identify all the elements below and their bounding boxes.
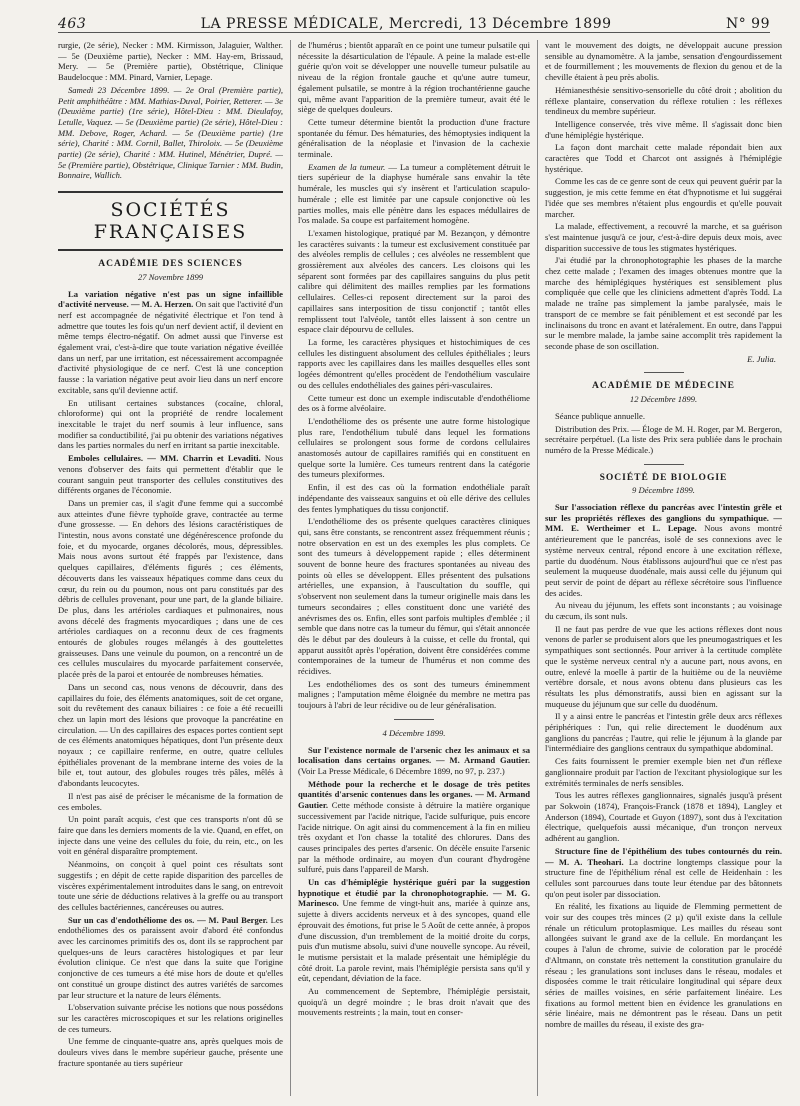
article-text: (Voir La Presse Médicale, 6 Décembre 1899, no 97, p. 237.)	[298, 766, 505, 776]
article-text: Les endothéliomes des os paraissent avoir d'abord été confondus avec les carcinomes primitifs des os, dont ils se rapprochent par quelques-uns de leurs caractères histologiques et par leur évolution clinique. Ce n'est que dans la suite que l'origine conjonctive de ces tumeurs a été mise hors de doute et qu'elles ont constitué un groupe distinct des autres variétés de sarcomes par leur structure et la nature de leurs éléments.	[58, 914, 283, 1000]
author-signature: E. Julia.	[747, 353, 776, 364]
paragraph: Un point paraît acquis, c'est que ces transports n'ont dû se faire que dans les derniers moments de la vie. Quand, en effet, on injecte dans une veine des cellules du foie, du rein, etc., on les voit en général disparaître promptement.	[58, 814, 283, 857]
paragraph: La façon dont marchait cette malade répondait bien aux caractères que Todd et Charcot ont assignés à l'hémiplégie hystérique.	[545, 142, 782, 174]
paragraph	[298, 745, 530, 777]
page-header	[58, 10, 770, 33]
subheading: Examen de la tumeur.	[308, 161, 386, 172]
article-title: Structure fine de l'épithélium des tubes contournés du rein.	[555, 845, 782, 856]
paragraph: Intelligence conservée, très vive même. Il s'agissait donc bien d'une hémiplégie hystérique.	[545, 118, 782, 140]
article-author: — M. G. Marinesco.	[298, 887, 530, 909]
article-text: — La tumeur a complètement détruit le tiers supérieur de la diaphyse humérale sans envahir la tête humérale, les muscles qui s'y insèrent et l'articulation scapulo-humérale ; elle est limitée par une capsule conjonctive où les parties molles, mais elle pénètre dans les espaces médullaires de l'os malade. Sa coupe est parfaitement homogène.	[298, 161, 530, 226]
paragraph: Au commencement de Septembre, l'hémiplégie persistait, quoiqu'à un degré moindre ; le bras droit n'avait que des mouvements restreints ; la main, tout en conser-	[298, 986, 530, 1018]
paragraph: Séance publique annuelle.	[555, 410, 645, 421]
session-date: 27 Novembre 1899	[137, 271, 204, 282]
column-3	[545, 40, 782, 1100]
article-author: — M. A. Herzen.	[128, 299, 194, 310]
paragraph: Cette tumeur détermine bientôt la production d'une fracture spontanée du fémur. Des hématuries, des hémoptysies indiquent la généralisation de la néoplasie et l'invasion de la cachexie terminale.	[298, 116, 530, 160]
article-text: Une femme de vingt-huit ans, mariée à quinze ans, sujette à divers accidents nerveux et à des syncopes, quand elle éprouvait des émotions, fut prise le 5 Août de cette année, à propos d'une discussion, d'un tremblement de la moitié droite du corps, puis d'un mutisme absolu, suivi d'une nouvelle syncope. Au réveil, le mutisme persistait et la malade présentait une hémiplégie du côté droit. La parole revint, mais l'hémiplégie persista sans qu'il y eût, cependant, déviation de la face.	[298, 898, 530, 984]
society-heading: SOCIÉTÉ DE BIOLOGIE	[599, 472, 728, 483]
paragraph: En réalité, les fixations au liquide de Flemming permettent de voir sur des coupes très minces (2 µ) qu'il existe dans la cellule rénale un réticulum protoplasmique. Les mailles du réseau sont allongées suivant le grand axe de la cellule. En mordançant les coupes à l'alun de chrome, suivie de coloration par le procédé d'Altmann, on constate très nettement la constitution granulaire du réseau ; les granulations sont incluses dans le réseau, modales et disposées comme le trait réticulaire longitudinal qui sépare deux séries de mailles voisines, en série parfaitement linéaire. Les fixations au formol mettent bien en évidence les granulations en série linéaire, mais ne démontrent pas le réseau. Dans un petit nombre de mailles du réseau, il existe des gra-	[545, 901, 782, 1030]
paragraph: Comme les cas de ce genre sont de ceux qui peuvent guérir par la suggestion, je mis cette femme en état d'hypnotisme et lui suggérai l'idée que ses membres n'étaient plus engourdis et qu'elle pouvait marcher.	[545, 176, 782, 219]
paragraph: rurgie, (2e série), Necker : MM. Kirmisson, Jalaguier, Walther. — 5e (Deuxième partie), Necker : MM. Hay-em, Brissaud, Mery. — 5e (Première partie), Obstétrique, Clinique Baudelocque : MM. Pinard, Varnier, Lepage.	[58, 40, 283, 83]
paragraph: L'observation suivante précise les notions que nous possédons sur les caractères microscopiques et sur les relations originelles de ces tumeurs.	[58, 1002, 283, 1034]
divider	[644, 464, 684, 465]
society-heading: ACADÉMIE DES SCIENCES	[98, 259, 243, 270]
paragraph: de l'humérus ; bientôt apparaît en ce point une tumeur pulsatile qui nécessite la désarticulation de l'épaule. A peine la malade est-elle guérie qu'on voit se développer une nouvelle tumeur pulsatile au niveau de la région frontale gauche et qu'une autre tumeur, également pulsatile, se montre à la région trochantérienne gauche qui, même avant l'apparition de la première tumeur, avait été le siège de quelques douleurs.	[298, 40, 530, 115]
paragraph: En utilisant certaines substances (cocaïne, chloral, chloroforme) qui ont la propriété de rendre localement inexcitable le trajet du nerf soumis à leur influence, sans modifier sa conductibilité, j'ai pu obtenir des variations négatives dans les parties normales du nerf en irritant sa partie inexcitable.	[58, 397, 283, 451]
article-author: — M. Armand Gautier.	[298, 789, 530, 811]
column-2	[298, 40, 530, 1100]
article-title: Emboles cellulaires.	[68, 453, 143, 464]
society-heading: ACADÉMIE DE MÉDECINE	[592, 381, 735, 392]
article-title: La variation négative n'est pas un signe infaillible d'activité nerveuse.	[58, 288, 283, 310]
page-number: 463	[58, 16, 87, 32]
session-date: 4 Décembre 1899.	[382, 727, 446, 738]
section-title: SOCIÉTÉS FRANÇAISES	[58, 191, 283, 251]
paragraph: Tous les autres réflexes ganglionnaires, signalés jusqu'à présent par Sokwoin (1874), François-Franck (1878 et 1894), Langley et Anderson (1894), Courtade et Guyon (1897), sont dus à l'excitation électrique, quelquefois aussi mécanique, d'un tronçon nerveux adhérent au ganglion.	[545, 790, 782, 844]
paragraph: Enfin, il est des cas où la formation endothéliale paraît indépendante des vaisseaux sanguins et où elle dérive des cellules des fentes lymphatiques du tissu conjonctif.	[298, 482, 530, 514]
paragraph	[58, 289, 283, 396]
paragraph: L'endothéliome des os présente quelques caractères cliniques qui, sans être constants, se rencontrent assez fréquemment réunis ; notre observation en est un des exemples les plus complets. Ce sont des tumeurs à développement rapide ; elles déterminent souvent de bonne heure des fractures spontanées au niveau des points où elles se développent. Elles présentent des pulsations artérielles, une expansion, à l'auscultation du souffle, qui s'observent non seulement dans la tumeur originelle mais dans les tumeurs secondaires ; elles constituent donc une variété des anévrismes des os. Enfin, elles sont parfois multiples d'emblée ; il semble que dans notre cas la tumeur du fémur, qui s'était annoncée dès le début par des douleurs à la cuisse, et celle du frontal, qui apparut aussitôt après l'opération, doivent être considérées comme contemporaines de la tumeur de l'humérus et non comme des récidives.	[298, 516, 530, 677]
paragraph	[298, 779, 530, 875]
article-title: Sur l'existence normale de l'arsenic chez les animaux et sa localisation dans certains organes.	[298, 744, 530, 766]
paragraph: Il y a ainsi entre le pancréas et l'intestin grêle deux arcs réflexes périphériques : l'un, qui relie directement le duodénum aux ganglions du pancréas ; l'autre, qui relie le jéjunum à la glande par l'intermédiaire des ganglions centraux du sympathique abdominal.	[545, 711, 782, 754]
paragraph: Dans un second cas, nous venons de découvrir, dans des capillaires du foie, des éléments anatomiques, soit de cet organe, soit du revêtement des canaux biliaires : ce foie a été recueilli chez un lapin mort des lésions que provoque la pancréatine en circulation. — Un des capillaires des espaces portes contient sept de ces éléments anatomiques hépatiques, dont l'un présente deux noyaux ; ce capillaire renferme, en outre, quatre cellules épithéliales provenant de la membrane interne des voies de la bile et, tout autour, des globules rouges très pâles, mêlés à d'abondants leucocytes.	[58, 681, 283, 789]
column-1	[58, 40, 283, 1100]
article-text: Cette méthode consiste à détruire la matière organique successivement par l'acide nitrique, l'acide sulfurique, puis encore l'acide nitrique. On agit ainsi du commencement à la fin en milieu très oxydant et l'on chasse la totalité des chlorures. Dans des causes principales des pertes d'arsenic. On décèle ensuite l'arsenic par la méthode ordinaire, au moyen d'un courant d'hydrogène sulfuré, puis dans l'appareil de Marsh.	[298, 800, 530, 875]
article-text: Nous avons montré antérieurement que le pancréas, isolé de ses connexions avec le système nerveux central, répond encore à une excitation réflexe, partie du duodénum. Nous établissons aujourd'hui que ce n'est pas seulement la muqueuse duodénale, mais aussi celle du jéjunum qui peut servir de point de départ au réflexe sécrétoire sous l'influence des acides.	[545, 523, 782, 598]
paragraph: L'examen histologique, pratiqué par M. Bezançon, y démontre les caractères suivants : la tumeur est exclusivement constituée par des alvéoles remplis de cellules ; ces alvéoles ne ressemblent que grossièrement aux alvéoles des cancers. Les cloisons qui les séparent sont formées par des capillaires sanguins du plus petit calibre qui délimitent des mailles remplies par les formations cellulaires. Celles-ci reposent directement sur la paroi des capillaires sans interposition de tissu conjonctif ; tantôt elles remplissent tout l'alvéole, tantôt elles laissent à son centre un espace clair dépourvu de cellules.	[298, 227, 530, 335]
paragraph: L'endothéliome des os présente une autre forme histologique plus rare, l'endothélium tubulé dans lequel les formations cellulaires se prolongent sous forme de cordons cellulaires anastomosés autour de capillaires ramifiés qui en constituent en quelque sorte la lumière. Ces tumeurs rentrent dans la catégorie des tumeurs plexiformes.	[298, 415, 530, 480]
paragraph	[298, 877, 530, 984]
article-title: Méthode pour la recherche et le dosage de très petites quantités d'arsenic contenues dans les organes.	[298, 778, 530, 800]
paragraph: Au niveau du jéjunum, les effets sont inconstants ; au voisinage du cæcum, ils sont nuls.	[545, 600, 782, 622]
article-text: La doctrine longtemps classique pour la structure fine de l'épithélium rénal est celle de Heidenhain : les cellules sont parcourues dans toute leur étendue par des bâtonnets qu'on peut isoler par dissociation.	[545, 856, 782, 899]
issue-number: N° 99	[725, 16, 770, 32]
article-text: On sait que l'activité d'un nerf est accompagnée de négativité électrique et l'on tend à admettre que toutes les fois qu'un nerf devient actif, il devient en même temps électro-négatif. On admet aussi que l'inverse est également vrai, c'est-à-dire que toute variation négative éveillée dans un nerf, par une irritation, est nécessairement accompagnée d'activité physiologique de ce nerf. C'est là une conception fausse : la variation négative peut avoir lieu dans un nerf encore excitable, sans qu'il devienne actif.	[58, 299, 283, 395]
article-title: Sur un cas d'endothéliome des os.	[68, 914, 195, 925]
paragraph: Cette tumeur est donc un exemple indiscutable d'endothéliome des os à forme alvéolaire.	[298, 392, 530, 414]
paragraph: Samedi 23 Décembre 1899. — 2e Oral (Première partie), Petit amphithéâtre : MM. Mathias-Duval, Poirier, Retterer. — 3e (Deuxième partie) (1re série), Hôtel-Dieu : MM. Dieulafoy, Letulle, Vaquez. — 5e (Deuxième partie) (2e série), Hôtel-Dieu : MM. Debove, Roger, Achard. — 5e (Deuxième partie) (1re série), Charité : MM. Cornil, Ballet, Thiroloix. — 5e (Deuxième partie) (2e série), Charité : MM. Hutinel, Ménétrier, Dupré. — 5e (Première partie), Obstétrique, Clinique Tarnier : MM. Budin, Bonnaire, Wallich.	[58, 84, 283, 181]
paragraph: Distribution des Prix. — Éloge de M. H. Roger, par M. Bergeron, secrétaire perpétuel. (La liste des Prix sera publiée dans le prochain numéro de la Presse Médicale.)	[545, 423, 782, 455]
paragraph	[545, 846, 782, 900]
divider	[644, 372, 684, 373]
article-text: Nous venons d'observer des faits qui permettent d'établir que le courant sanguin peut transporter des cellules constitutives des différents organes de l'économie.	[58, 453, 283, 496]
article-title: Sur l'association réflexe du pancréas avec l'intestin grêle et sur les propriétés réflexes des ganglions du sympathique.	[545, 502, 782, 523]
session-date: 12 Décembre 1899.	[629, 394, 698, 405]
paragraph: La malade, effectivement, a recouvré la marche, et sa guérison s'est maintenue jusqu'à ce jour, c'est-à-dire depuis deux mois, avec disparition successive de tous les stigmates hystériques.	[545, 221, 782, 253]
session-date: 9 Décembre 1899.	[632, 485, 695, 496]
divider	[394, 719, 434, 720]
paragraph	[545, 502, 782, 598]
paragraph	[298, 162, 530, 226]
paragraph: Une femme de cinquante-quatre ans, après quelques mois de douleurs vives dans le membre supérieur gauche, présente une fracture spontanée au tiers supérieur	[58, 1036, 283, 1068]
article-author: — M. A. Theohari.	[545, 856, 624, 867]
article-author: — MM. Charrin et Levaditi.	[142, 453, 261, 464]
paragraph	[58, 453, 283, 496]
article-author: — M. Paul Berger.	[194, 914, 268, 925]
paragraph: Hémianesthésie sensitivo-sensorielle du côté droit ; abolition du réflexe plantaire, conservation du réflexe rotulien : les réflexes tendineux du membre supérieur.	[545, 84, 782, 117]
paragraph: Il n'est pas aisé de préciser le mécanisme de la formation de ces emboles.	[58, 790, 283, 812]
paragraph: Les endothéliomes des os sont des tumeurs éminemment malignes ; l'amputation même éloignée du membre ne mettra pas toujours à l'abri de leur récidive ou de leur généralisation.	[298, 678, 530, 711]
article-author: — MM. E. Wertheimer et L. Lepage.	[545, 512, 782, 534]
article-author: — M. Armand Gautier.	[431, 755, 530, 766]
journal-title: LA PRESSE MÉDICALE, Mercredi, 13 Décembre 1899	[200, 16, 612, 32]
paragraph: J'ai étudié par la chronophotographie les phases de la marche chez cette malade ; l'examen des images obtenues montre que la marche des hémiplégiques hystériques est sensiblement plus compliquée que celle que les cliniciens admettent d'après Todd. La malade ne traîne pas simplement la jambe paralysée, mais le transport de ce membre se fait péniblement et est secondé par les inclinaisons du tronc en avant et latéralement. En outre, dans l'appui sur le membre malade, la jambe saine accomplit très rapidement la seconde phase de son oscillation.	[545, 255, 782, 351]
column-rule	[537, 40, 538, 1096]
paragraph: Il ne faut pas perdre de vue que les actions réflexes dont nous venons de parler se produisent alors que les pneumogastriques et les sympathiques sont sectionnés. Pour arriver à la certitude complète que le système nerveux central n'y a aucune part, nous avons, en outre, enlevé la moelle à partir de la huitième ou de la neuvième vertèbre dorsale, et nous avons obtenu dans plusieurs cas les résultats les plus démonstratifs, aussi bien en agissant sur la muqueuse du jéjunum que sur celle du duodénum.	[545, 623, 782, 709]
paragraph: La forme, les caractères physiques et histochimiques de ces cellules les distinguent absolument des cellules épithéliales ; leurs rapports avec les capillaires dans les mailles desquelles elles sont logées démontrent qu'elles procèdent de l'endothélium vasculaire ou des cellules endothéliales des gaines péri-vasculaires.	[298, 336, 530, 390]
paragraph: Ces faits fournissent le premier exemple bien net d'un réflexe ganglionnaire produit par l'action de l'excitant physiologique sur les extrémités terminales de nerfs sensibles.	[545, 756, 782, 788]
paragraph	[58, 915, 283, 1001]
paragraph: vant le mouvement des doigts, ne développait aucune pression sensible au dynamomètre. A la jambe, sensation d'engourdissement et de fourmillement ; les mouvements de flexion du genou et de la cheville étaient à peu près abolis.	[545, 40, 782, 83]
column-rule	[290, 40, 291, 1096]
article-title: Un cas d'hémiplégie hystérique guéri par la suggestion hypnotique et étudié par la chronophotographie.	[298, 877, 530, 898]
paragraph: Dans un premier cas, il s'agit d'une femme qui a succombé aux atteintes d'une fièvre typhoïde grave, contractée au terme d'une grossesse. — En dehors des lésions caractéristiques de l'intestin, nous avons constaté une dégénérescence profonde du foie, et du myocarde, organes décolorés, mous, dépressibles. Mais nous avons surtout été frappés par l'existence, dans quelques capillaires, d'éléments figurés ; ces éléments, découverts dans les vaisseaux hépatiques comme dans ceux du cœur, du rein ou du poumon, nous ont paru constitués par des débris de cellules provenant, pour une part, de la glande biliaire. De plus, dans les artérioles cardiaques et pulmonaires, nous avons décelé des fragments myocardiques ; dans une de ces artérioles cardiaques on a reconnu deux de ces fragments entourés de globules rouges mélangés à des gouttelettes graisseuses. Dans une veinule du poumon, on a rencontré un de ces cellules musculaires du myocarde parfaitement conservée, placée près de la paroi et entourée de nombreuses hématies.	[58, 497, 283, 680]
paragraph: Néanmoins, on conçoit à quel point ces résultats sont suggestifs ; en dépit de cette rapide disparition des parcelles de viscères expérimentalement introduites dans le sang, on entrevoit toute une série de déductions relatives à la greffe ou au transport des cellules bactériennes, cancéreuses ou autres.	[58, 859, 283, 912]
